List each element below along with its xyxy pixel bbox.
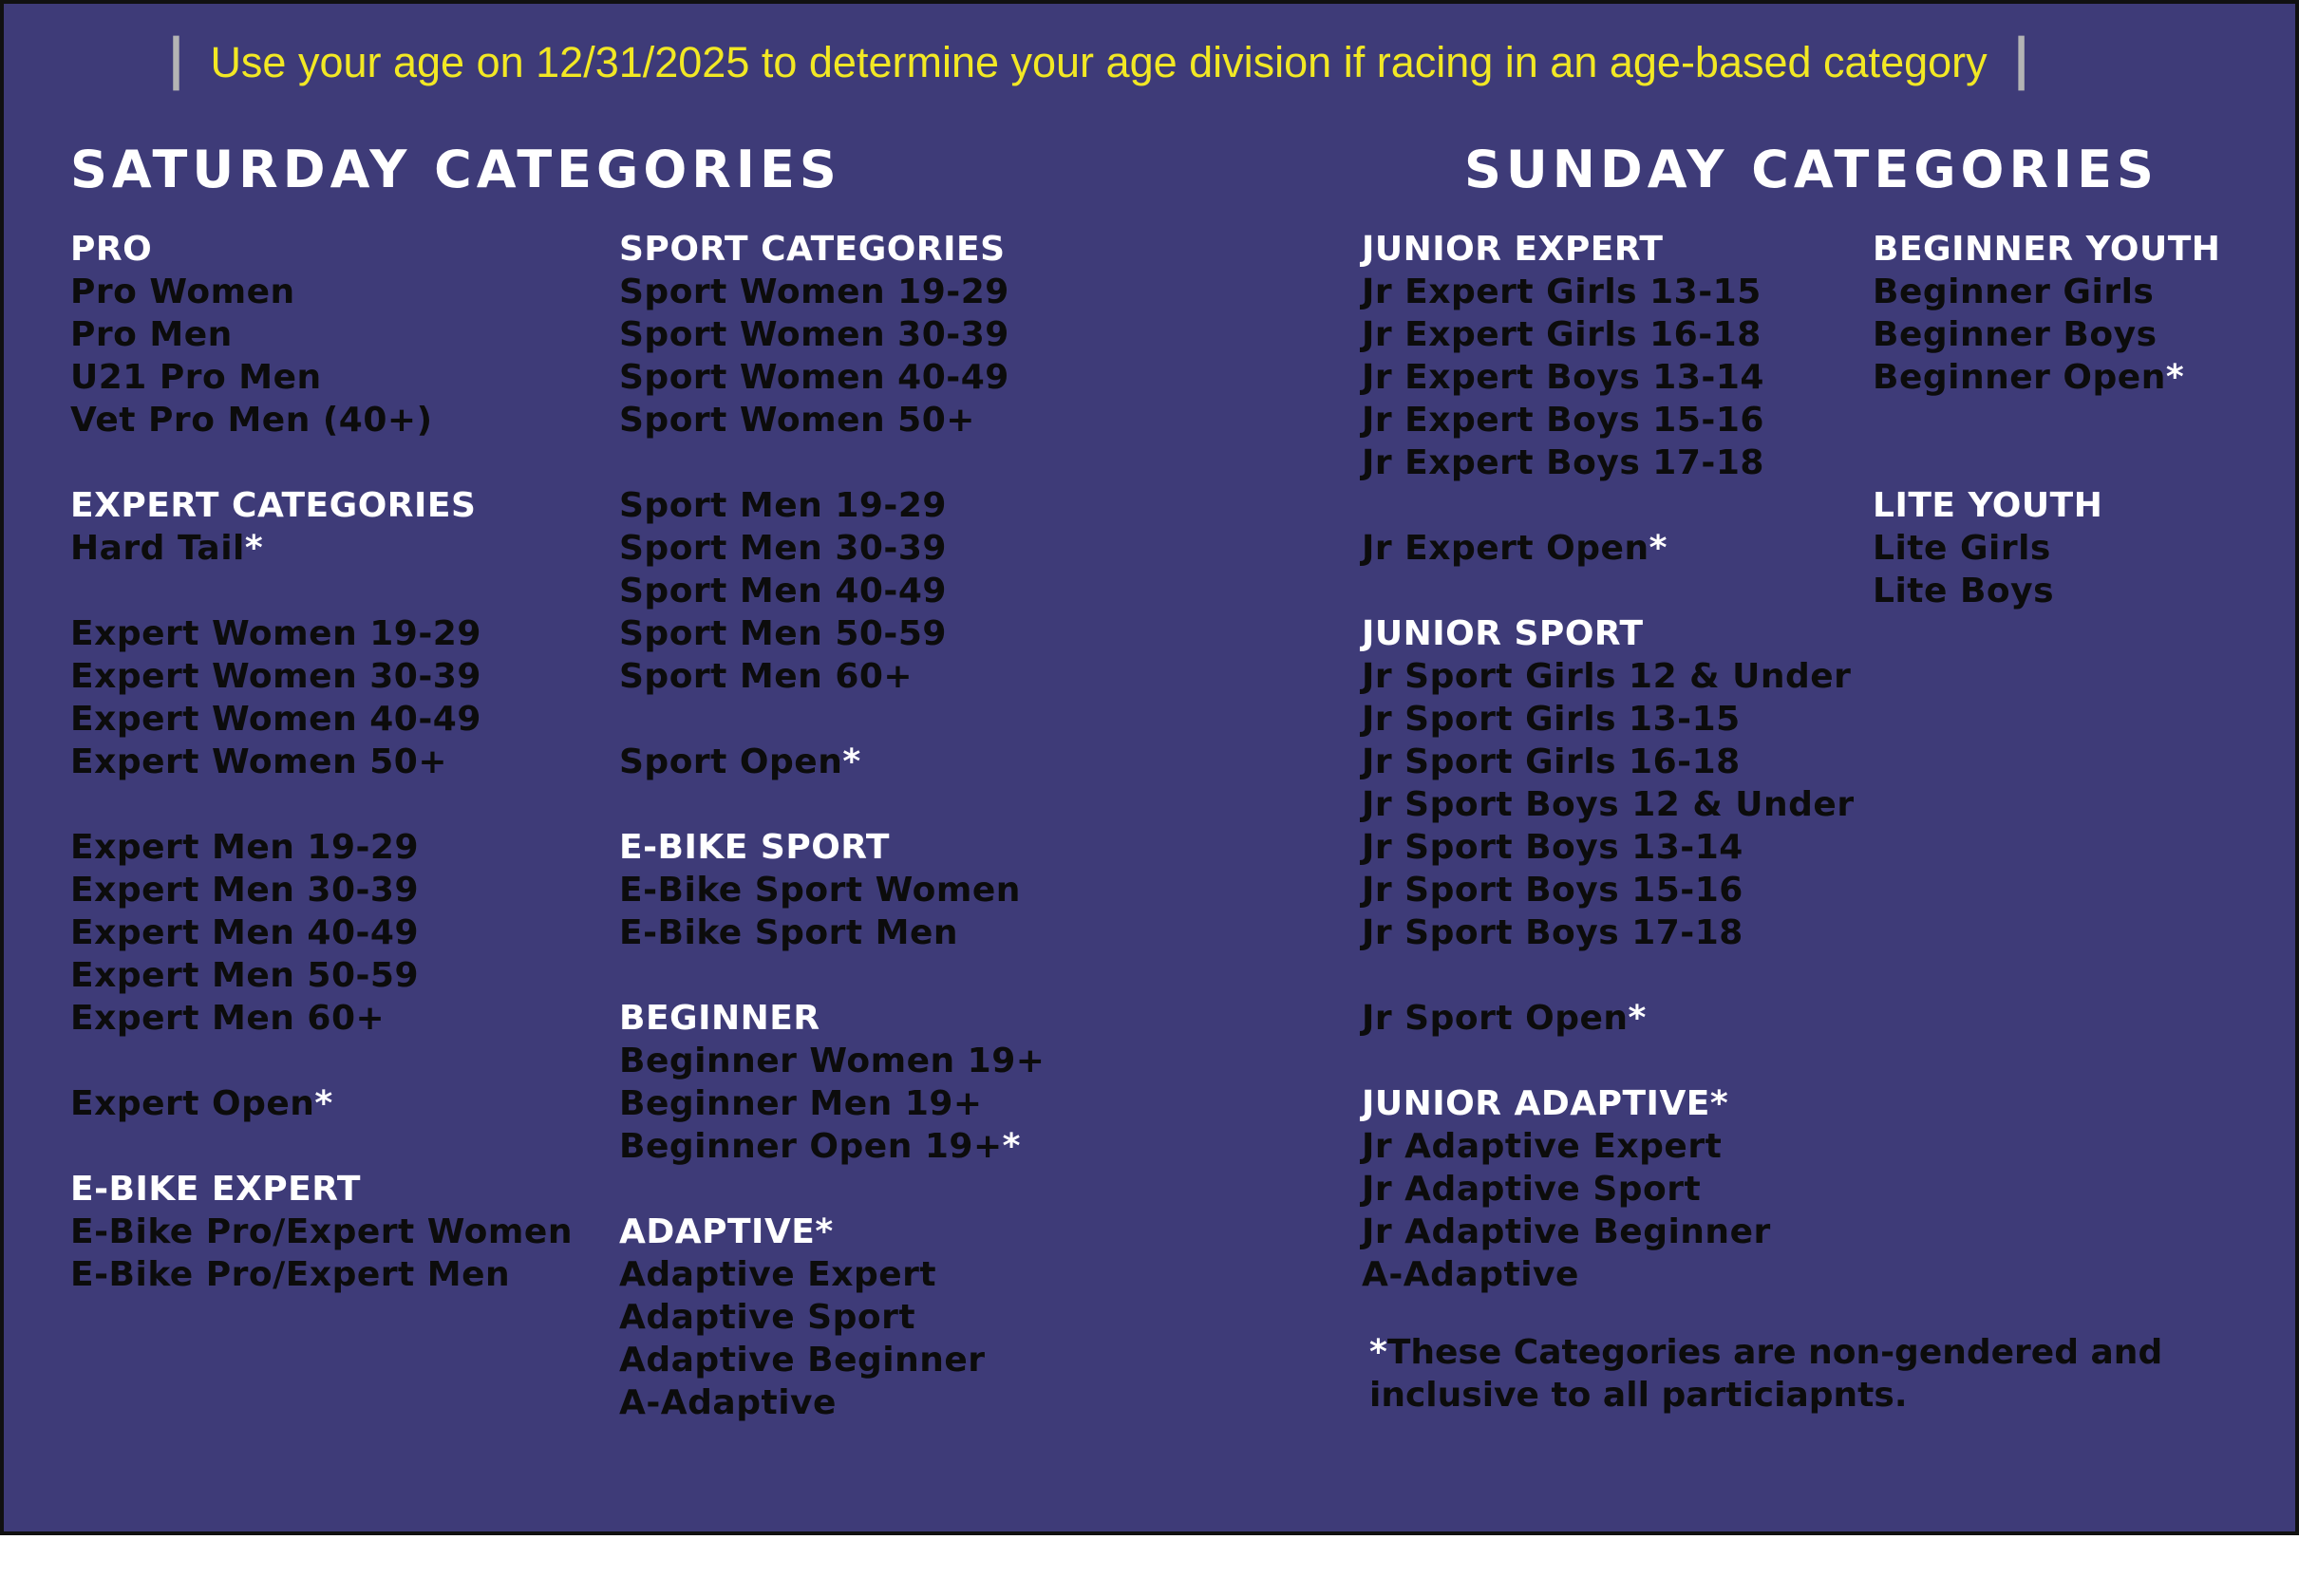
category-item: Beginner Men 19+ [619, 1084, 983, 1123]
section-header-junior-adaptive [1362, 1082, 1855, 1125]
category-item: Beginner Women 19+ [619, 1042, 1046, 1080]
spacer [619, 698, 1045, 741]
category-item-sport-open [619, 741, 1045, 783]
category-item: E-Bike Sport Women [619, 871, 1021, 910]
section-header-lite-youth: LITE YOUTH [1873, 486, 2103, 525]
category-item: Pro Women [70, 272, 295, 311]
asterisk-mark: * [1369, 1333, 1387, 1372]
exclamation-icon: ❘ [1999, 28, 2045, 88]
age-notice-text: Use your age on 12/31/2025 to determine your age division if racing in an age-based category [210, 38, 1988, 86]
category-item: Adaptive Beginner [619, 1341, 986, 1380]
category-item: Expert Men 19-29 [70, 828, 420, 867]
category-item: Jr Expert Girls 13-15 [1362, 272, 1762, 311]
category-item: Expert Women 50+ [70, 742, 448, 781]
sunday-title: SUNDAY CATEGORIES [1464, 140, 2158, 199]
category-item-label: Jr Sport Open [1362, 999, 1629, 1038]
category-item: Vet Pro Men (40+) [70, 401, 433, 440]
saturday-title: SATURDAY CATEGORIES [70, 140, 841, 199]
asterisk-mark: * [2165, 358, 2185, 397]
category-item: Jr Adaptive Sport [1362, 1170, 1702, 1209]
category-item-jr-sport-open [1362, 997, 1855, 1040]
category-item: Lite Boys [1873, 572, 2055, 610]
category-item: Jr Sport Girls 13-15 [1362, 700, 1741, 739]
category-item: Beginner Girls [1873, 272, 2155, 311]
category-item: Expert Women 40-49 [70, 700, 481, 739]
spacer [619, 1168, 1045, 1211]
asterisk-mark: * [815, 1212, 834, 1251]
spacer [619, 783, 1045, 826]
asterisk-mark: * [1649, 529, 1668, 568]
category-item-label: Beginner Open 19+ [619, 1127, 1003, 1166]
category-item: Pro Men [70, 315, 233, 354]
category-item: Jr Sport Boys 15-16 [1362, 871, 1743, 910]
category-item: Expert Men 40-49 [70, 913, 420, 952]
category-item: Sport Women 30-39 [619, 315, 1009, 354]
spacer [70, 783, 573, 826]
section-header-pro: PRO [70, 230, 153, 269]
section-header-expert: EXPERT CATEGORIES [70, 486, 477, 525]
category-item: E-Bike Pro/Expert Men [70, 1255, 511, 1294]
section-header-ebike-sport: E-BIKE SPORT [619, 828, 890, 867]
section-header-ebike-expert: E-BIKE EXPERT [70, 1170, 361, 1209]
category-item-label: Hard Tail [70, 529, 245, 568]
exclamation-icon: ❘ [154, 28, 198, 88]
category-item: Jr Sport Girls 16-18 [1362, 742, 1741, 781]
spacer [619, 441, 1045, 484]
category-item-jr-expert-open [1362, 527, 1855, 570]
spacer [70, 441, 573, 484]
asterisk-mark: * [1002, 1127, 1021, 1166]
spacer [70, 570, 573, 612]
category-item-label: Expert Open [70, 1084, 315, 1123]
category-item: Expert Men 50-59 [70, 956, 420, 995]
category-item: Sport Men 40-49 [619, 572, 947, 610]
section-header-junior-sport: JUNIOR SPORT [1362, 614, 1644, 653]
category-item: Adaptive Expert [619, 1255, 937, 1294]
category-item-label: Jr Expert Open [1362, 529, 1649, 568]
category-item-hard-tail [70, 527, 573, 570]
category-item: Adaptive Sport [619, 1298, 916, 1337]
asterisk-mark: * [1628, 999, 1647, 1038]
footnote-text: These Categories are non-gendered and [1386, 1333, 2163, 1372]
category-item-label: Beginner Open [1873, 358, 2166, 397]
category-item: Jr Expert Girls 16-18 [1362, 315, 1762, 354]
category-item: Expert Women 19-29 [70, 614, 481, 653]
category-item: Sport Men 50-59 [619, 614, 947, 653]
category-item: U21 Pro Men [70, 358, 322, 397]
category-item: Expert Women 30-39 [70, 657, 481, 696]
sunday-column-1 [1362, 228, 1855, 1296]
category-item: Jr Sport Boys 13-14 [1362, 828, 1743, 867]
category-item: Sport Men 30-39 [619, 529, 947, 568]
category-item-label: Sport Open [619, 742, 843, 781]
footnote-line-1 [1369, 1331, 2162, 1374]
section-header-adaptive [619, 1211, 1045, 1253]
footnote-line-2: inclusive to all particiapnts. [1369, 1376, 1908, 1415]
section-header-beginner-youth: BEGINNER YOUTH [1873, 230, 2221, 269]
category-item: Jr Expert Boys 13-14 [1362, 358, 1764, 397]
spacer [1873, 399, 2220, 441]
category-item: A-Adaptive [1362, 1255, 1579, 1294]
category-item: Jr Sport Boys 12 & Under [1362, 785, 1855, 824]
footnote [1369, 1331, 2162, 1417]
category-item: E-Bike Sport Men [619, 913, 959, 952]
spacer [70, 1040, 573, 1082]
category-item: Beginner Boys [1873, 315, 2158, 354]
category-item: Expert Men 60+ [70, 999, 386, 1038]
asterisk-mark: * [244, 529, 264, 568]
category-item: Jr Expert Boys 15-16 [1362, 401, 1764, 440]
category-item-expert-open [70, 1082, 573, 1125]
spacer [1873, 441, 2220, 484]
section-header-label: ADAPTIVE [619, 1212, 816, 1251]
category-item: Jr Sport Girls 12 & Under [1362, 657, 1852, 696]
asterisk-mark: * [314, 1084, 333, 1123]
category-item: A-Adaptive [619, 1383, 837, 1422]
category-item: Lite Girls [1873, 529, 2051, 568]
category-item: Jr Sport Boys 17-18 [1362, 913, 1743, 952]
section-header-sport: SPORT CATEGORIES [619, 230, 1006, 269]
category-item-beginner-open [619, 1125, 1045, 1168]
spacer [1362, 570, 1855, 612]
category-item: Sport Men 60+ [619, 657, 914, 696]
category-item: Jr Expert Boys 17-18 [1362, 443, 1764, 482]
spacer [70, 1125, 573, 1168]
category-item: Sport Women 19-29 [619, 272, 1009, 311]
spacer [1362, 1040, 1855, 1082]
category-item: Jr Adaptive Beginner [1362, 1212, 1771, 1251]
section-header-junior-expert: JUNIOR EXPERT [1362, 230, 1664, 269]
spacer [1362, 954, 1855, 997]
section-header-beginner: BEGINNER [619, 999, 820, 1038]
category-item: Sport Women 50+ [619, 401, 975, 440]
spacer [619, 954, 1045, 997]
category-item: Sport Men 19-29 [619, 486, 947, 525]
sunday-column-2 [1873, 228, 2220, 612]
category-item: Jr Adaptive Expert [1362, 1127, 1723, 1166]
saturday-column-2 [619, 228, 1045, 1424]
asterisk-mark: * [1709, 1084, 1729, 1123]
saturday-column-1 [70, 228, 573, 1296]
asterisk-mark: * [842, 742, 861, 781]
category-item: E-Bike Pro/Expert Women [70, 1212, 573, 1251]
age-notice [154, 28, 2044, 93]
spacer [1362, 484, 1855, 527]
section-header-label: JUNIOR ADAPTIVE [1362, 1084, 1710, 1123]
category-item: Sport Women 40-49 [619, 358, 1009, 397]
category-item: Expert Men 30-39 [70, 871, 420, 910]
category-item-beginner-open [1873, 356, 2220, 399]
